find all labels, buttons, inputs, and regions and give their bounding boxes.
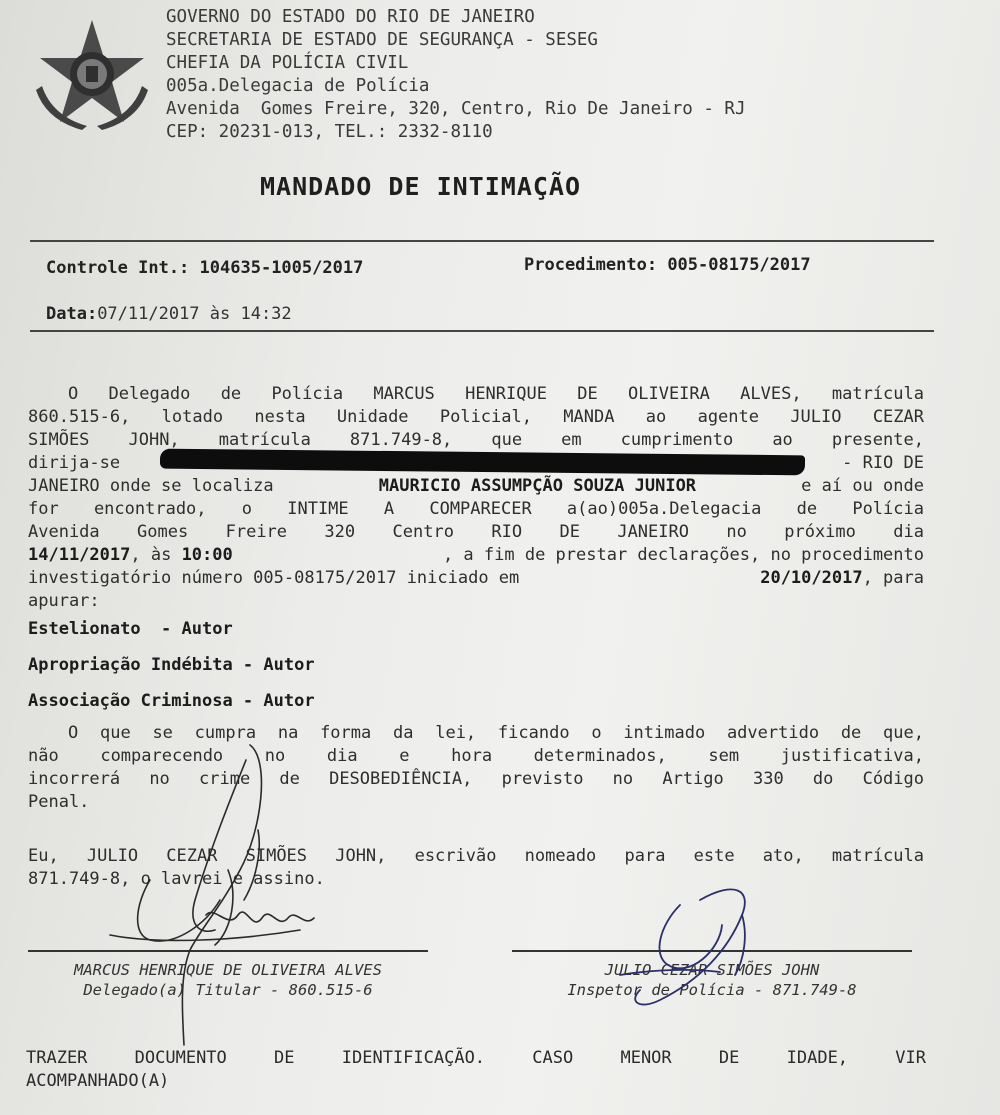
body-line-8 bbox=[28, 544, 924, 567]
document-title: MANDADO DE INTIMAÇÃO bbox=[260, 172, 582, 201]
closing-line-2: não comparecendo no dia e hora determinados, sem justificativa, bbox=[28, 746, 924, 766]
header-line-government: GOVERNO DO ESTADO DO RIO DE JANEIRO bbox=[166, 7, 535, 27]
procedimento-value: 005-08175/2017 bbox=[667, 255, 811, 275]
meta-divider bbox=[30, 330, 934, 332]
body-line-2: 860.515-6, lotado nesta Unidade Policial, MANDA ao agente JULIO CEZAR bbox=[28, 407, 924, 427]
body-line-4-end: - RIO DE bbox=[842, 453, 924, 473]
data-label: Data: bbox=[46, 304, 98, 324]
body-line-9 bbox=[28, 567, 924, 590]
issuer-header bbox=[166, 6, 745, 144]
procedimento-field bbox=[524, 255, 811, 275]
footer-line-2: ACOMPANHADO(A) bbox=[26, 1071, 170, 1091]
body-line-8-at: , às bbox=[130, 545, 172, 565]
header-line-chefia: CHEFIA DA POLÍCIA CIVIL bbox=[166, 53, 409, 73]
closing-paragraph bbox=[28, 722, 924, 814]
header-line-address: Avenida Gomes Freire, 320, Centro, Rio De Janeiro - RJ bbox=[166, 99, 746, 119]
footer-line-1: TRAZER DOCUMENTO DE IDENTIFICAÇÃO. CASO MENOR DE IDADE, VIR bbox=[26, 1048, 926, 1068]
attestation-paragraph bbox=[28, 845, 924, 891]
data-field bbox=[46, 304, 292, 324]
closing-line-1: O que se cumpra na forma da lei, ficando o intimado advertido de que, bbox=[68, 723, 924, 743]
body-line-1: O Delegado de Polícia MARCUS HENRIQUE DE OLIVEIRA ALVES, matrícula bbox=[68, 384, 924, 404]
header-line-delegacia: 005a.Delegacia de Polícia bbox=[166, 76, 430, 96]
data-value: 07/11/2017 às 14:32 bbox=[97, 304, 292, 324]
left-signatory-role: Delegado(a) Titular - 860.515-6 bbox=[83, 981, 373, 999]
crime-item: Estelionato - Autor bbox=[28, 619, 233, 639]
controle-value: 104635-1005/2017 bbox=[199, 258, 364, 278]
left-signatory-name: MARCUS HENRIQUE DE OLIVEIRA ALVES bbox=[74, 961, 382, 979]
body-line-3: SIMÕES JOHN, matrícula 871.749-8, que em cumprimento ao presente, bbox=[28, 430, 924, 450]
closing-line-3: incorrerá no crime de DESOBEDIÊNCIA, previsto no Artigo 330 do Código bbox=[28, 769, 924, 789]
body-line-4-start: dirija-se bbox=[28, 453, 121, 473]
footer-notice bbox=[26, 1047, 926, 1093]
closing-line-4: Penal. bbox=[28, 792, 90, 812]
crime-item: Associação Criminosa - Autor bbox=[28, 691, 315, 711]
body-line-6: for encontrado, o INTIME A COMPARECER a(ao)005a.Delegacia de Polícia bbox=[28, 499, 924, 519]
crime-item: Apropriação Indébita - Autor bbox=[28, 655, 315, 675]
body-line-9-start: investigatório número 005-08175/2017 iniciado em bbox=[28, 568, 520, 588]
body-line-8-end: , a fim de prestar declarações, no procedimento bbox=[442, 545, 924, 565]
attestation-line-1: Eu, JULIO CEZAR SIMÕES JOHN, escrivão nomeado para este ato, matrícula bbox=[28, 846, 924, 866]
police-star-crest-icon bbox=[32, 16, 152, 134]
controle-label: Controle Int.: bbox=[46, 258, 190, 278]
right-signatory-name: JULIO CEZAR SIMÕES JOHN bbox=[604, 961, 820, 979]
procedure-start-date: 20/10/2017 bbox=[760, 568, 863, 588]
right-signature-line bbox=[512, 950, 912, 952]
procedimento-label: Procedimento: bbox=[524, 255, 658, 275]
top-divider bbox=[30, 240, 934, 242]
body-line-10: apurar: bbox=[28, 591, 100, 611]
header-line-secretariat: SECRETARIA DE ESTADO DE SEGURANÇA - SESEG bbox=[166, 30, 598, 50]
body-line-7: Avenida Gomes Freire 320 Centro RIO DE JANEIRO no próximo dia bbox=[28, 522, 924, 542]
body-line-5-start: JANEIRO onde se localiza bbox=[28, 476, 274, 496]
body-line-9-end: , para bbox=[862, 568, 924, 588]
intimated-person-name: MAURICIO ASSUMPÇÃO SOUZA JUNIOR bbox=[378, 476, 697, 496]
right-signatory-role: Inspetor de Polícia - 871.749-8 bbox=[567, 981, 857, 999]
body-line-5 bbox=[28, 475, 924, 498]
controle-field bbox=[46, 258, 363, 278]
appointment-time: 10:00 bbox=[181, 545, 233, 565]
mandate-paragraph bbox=[28, 383, 924, 613]
appointment-date: 14/11/2017 bbox=[28, 545, 131, 565]
body-line-5-end: e aí ou onde bbox=[801, 476, 924, 496]
attestation-line-2: 871.749-8, o lavrei e assino. bbox=[28, 869, 325, 889]
header-line-cep-tel: CEP: 20231-013, TEL.: 2332-8110 bbox=[166, 122, 493, 142]
left-signature-line bbox=[28, 950, 428, 952]
